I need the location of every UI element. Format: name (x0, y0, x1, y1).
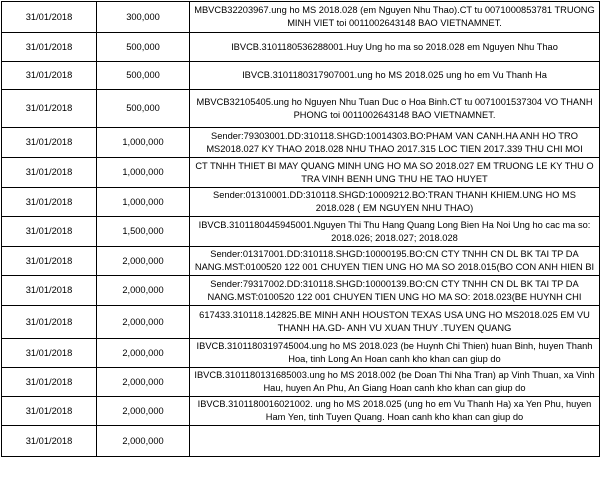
description-cell (190, 2, 600, 33)
description-text: Sender:79317002.DD:310118.SHGD:10000139.BO:CN CTY TNHH CN DL BK TAI TP DA NANG.MST:0100520 122 001 CHUYEN TIEN UNG HO MA SO: 2018.023(BE HUYNH CHI (207, 278, 582, 302)
table-row (2, 62, 600, 90)
description-cell (190, 368, 600, 397)
amount-cell: 500,000 (97, 62, 190, 90)
table-row (2, 247, 600, 276)
description-text: Sender:01317001.DD:310118.SHGD:10000195.BO:CN CTY TNHH CN DL BK TAI TP DA NANG.MST:0100520 122 001 CHUYEN TIEN UNG HO MA SO 2018.015(BO CON ANH HIEN BI (194, 249, 595, 272)
date-cell: 31/01/2018 (2, 128, 97, 158)
description-text: MBVCB32105405.ung ho Nguyen Nhu Tuan Duc o Hoa Binh.CT tu 0071001537304 VO THANH PHONG toi 0011002643148 BAO VIETNAMNET. (196, 96, 593, 120)
date-cell: 31/01/2018 (2, 339, 97, 368)
table-row (2, 276, 600, 306)
table-row (2, 158, 600, 188)
amount-cell: 1,000,000 (97, 188, 190, 217)
description-text: IBVCB.3101180445945001.Nguyen Thi Thu Hang Quang Long Bien Ha Noi Ung ho cac ma so: 2018.026; 2018.027; 2018.028 (198, 219, 591, 243)
description-cell (190, 306, 600, 339)
date-cell: 31/01/2018 (2, 217, 97, 247)
date-cell: 31/01/2018 (2, 62, 97, 90)
description-text: IBVCB.3101180536288001.Huy Ung ho ma so 2018.028 em Nguyen Nhu Thao (231, 41, 558, 52)
description-cell (190, 247, 600, 276)
date-cell: 31/01/2018 (2, 276, 97, 306)
description-text: MBVCB32203967.ung ho MS 2018.028 (em Nguyen Nhu Thao).CT tu 0071000853781 TRUONG MINH VIET toi 0011002643148 BAO VIETNAMNET. (194, 5, 595, 28)
table-row (2, 33, 600, 62)
amount-cell: 2,000,000 (97, 306, 190, 339)
description-cell (190, 426, 600, 457)
amount-cell: 2,000,000 (97, 339, 190, 368)
description-cell (190, 128, 600, 158)
table-row (2, 397, 600, 426)
table-row (2, 306, 600, 339)
table-row (2, 368, 600, 397)
date-cell: 31/01/2018 (2, 33, 97, 62)
description-text: IBVCB.3101180016021002. ung ho MS 2018.025 (ung ho em Vu Thanh Ha) xa Yen Phu, huyen Ham Yen, tinh Tuyen Quang. Hoan canh kho khan can giup do (197, 399, 592, 422)
amount-cell: 1,000,000 (97, 128, 190, 158)
amount-cell: 2,000,000 (97, 397, 190, 426)
table-row (2, 2, 600, 33)
date-cell: 31/01/2018 (2, 397, 97, 426)
description-cell (190, 62, 600, 90)
description-text: CT TNHH THIET BI MAY QUANG MINH UNG HO MA SO 2018.027 EM TRUONG LE KY THU O TRA VINH BENH UNG THU HE TAO HUYET (195, 160, 594, 184)
description-text: IBVCB.3101180131685003.ung ho MS 2018.002 (be Doan Thi Nha Tran) ap Vinh Thuan, xa Vinh Hau, huyen An Phu, An Giang Hoan canh kho khan can giup do (194, 370, 595, 393)
description-text: IBVCB.3101180319745004.ung ho MS 2018.023 (be Huynh Chi Thien) huan Binh, huyen Thanh Hoa, tinh Long An Hoan canh kho khan can giup do (196, 341, 593, 364)
donation-ledger-table (1, 1, 600, 457)
date-cell: 31/01/2018 (2, 426, 97, 457)
description-cell (190, 188, 600, 217)
description-cell (190, 158, 600, 188)
description-text: 617433.310118.142825.BE MINH ANH HOUSTON TEXAS USA UNG HO MS2018.025 EM VU THANH HA.GD- ANH VU XUAN THUY .TUYEN QUANG (199, 310, 590, 333)
amount-cell: 300,000 (97, 2, 190, 33)
description-cell (190, 217, 600, 247)
table-row (2, 426, 600, 457)
description-cell (190, 33, 600, 62)
table-row (2, 188, 600, 217)
amount-cell: 500,000 (97, 33, 190, 62)
table-row (2, 90, 600, 128)
date-cell: 31/01/2018 (2, 2, 97, 33)
amount-cell: 500,000 (97, 90, 190, 128)
date-cell: 31/01/2018 (2, 247, 97, 276)
date-cell: 31/01/2018 (2, 368, 97, 397)
table-row (2, 339, 600, 368)
amount-cell: 2,000,000 (97, 276, 190, 306)
amount-cell: 2,000,000 (97, 426, 190, 457)
description-cell (190, 397, 600, 426)
description-cell (190, 276, 600, 306)
amount-cell: 2,000,000 (97, 247, 190, 276)
description-cell (190, 339, 600, 368)
description-cell (190, 90, 600, 128)
description-text: Sender:01310001.DD:310118.SHGD:10009212.BO:TRAN THANH KHIEM.UNG HO MS 2018.028 ( EM NGUYEN NHU THAO) (213, 190, 576, 213)
date-cell: 31/01/2018 (2, 306, 97, 339)
amount-cell: 1,500,000 (97, 217, 190, 247)
table-row (2, 128, 600, 158)
table-row (2, 217, 600, 247)
description-text: Sender:79303001.DD:310118.SHGD:10014303.BO:PHAM VAN CANH.HA ANH HO TRO MS2018.027 KY THAO 2018.028 NHU THAO 2017.315 LOC TIEN 2017.339 THU CHI MOI (206, 130, 583, 154)
description-text: IBVCB.3101180317907001.ung ho MS 2018.025 ung ho em Vu Thanh Ha (242, 70, 547, 81)
date-cell: 31/01/2018 (2, 158, 97, 188)
date-cell: 31/01/2018 (2, 90, 97, 128)
date-cell: 31/01/2018 (2, 188, 97, 217)
amount-cell: 2,000,000 (97, 368, 190, 397)
amount-cell: 1,000,000 (97, 158, 190, 188)
